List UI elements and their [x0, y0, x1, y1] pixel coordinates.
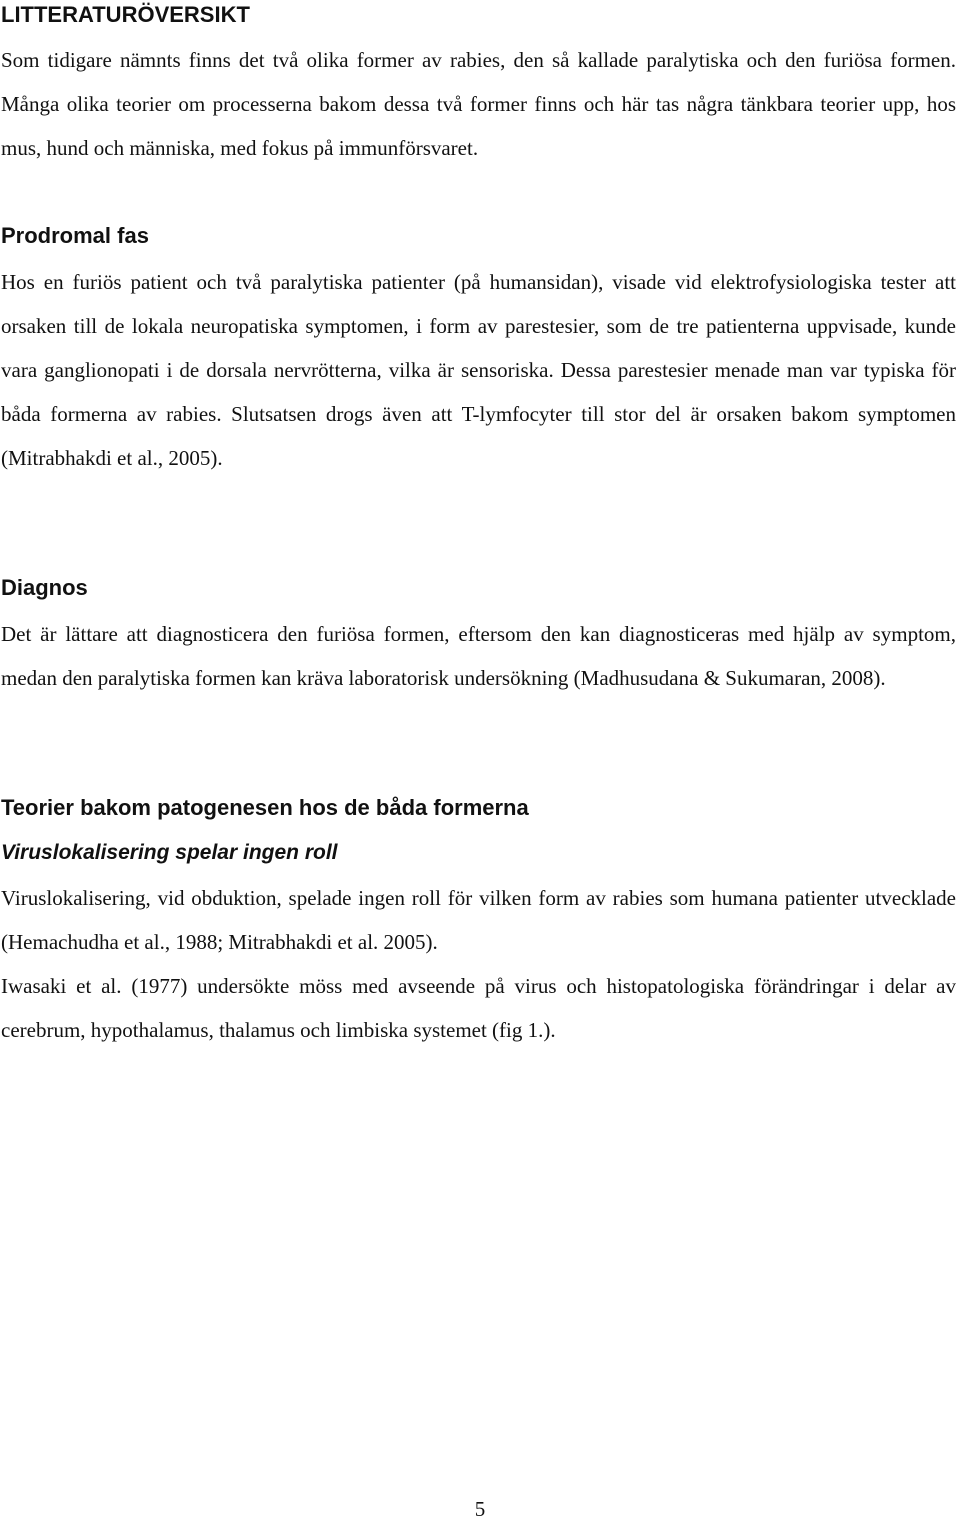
- page-title: LITTERATURÖVERSIKT: [1, 2, 250, 27]
- page-number: 5: [474, 1497, 486, 1521]
- intro-paragraph: Som tidigare nämnts finns det två olika former av rabies, den så kallade paralytiska och den furiösa formen. Många olika teorier om processerna bakom dessa två former finns och här tas några tänkbara teorier upp, hos mus, hund och människa, med fokus på immunförsvaret.: [1, 48, 956, 160]
- document-page: [1, 0, 956, 1523]
- paragraph-iwasaki: Iwasaki et al. (1977) undersökte möss med avseende på virus och histopatologiska förändringar i delar av cerebrum, hypothalamus, thalamus och limbiska systemet (fig 1.).: [1, 974, 956, 1042]
- paragraph-prodromal-fas: Hos en furiös patient och två paralytiska patienter (på humansidan), visade vid elektrofysiologiska tester att orsaken till de lokala neuropatiska symptomen, i form av parestesier, som de tre patienterna uppvisade, kunde vara ganglionopati i de dorsala nervrötterna, vilka är sensoriska. Dessa parestesier menade man var typiska för båda formerna av rabies. Slutsatsen drogs även att T-lymfocyter till stor del är orsaken bakom symptomen (Mitrabhakdi et al., 2005).: [1, 270, 956, 470]
- paragraph-diagnos: Det är lättare att diagnosticera den furiösa formen, eftersom den kan diagnosticeras med hjälp av symptom, medan den paralytiska formen kan kräva laboratorisk undersökning (Madhusudana & Sukumaran, 2008).: [1, 622, 956, 690]
- heading-prodromal-fas: Prodromal fas: [1, 223, 149, 248]
- heading-diagnos: Diagnos: [1, 575, 88, 600]
- heading-teorier: Teorier bakom patogenesen hos de båda formerna: [1, 795, 529, 820]
- paragraph-viruslokalisering: Viruslokalisering, vid obduktion, spelade ingen roll för vilken form av rabies som humana patienter utvecklade (Hemachudha et al., 1988; Mitrabhakdi et al. 2005).: [1, 886, 956, 954]
- subheading-viruslokalisering: Viruslokalisering spelar ingen roll: [1, 841, 338, 864]
